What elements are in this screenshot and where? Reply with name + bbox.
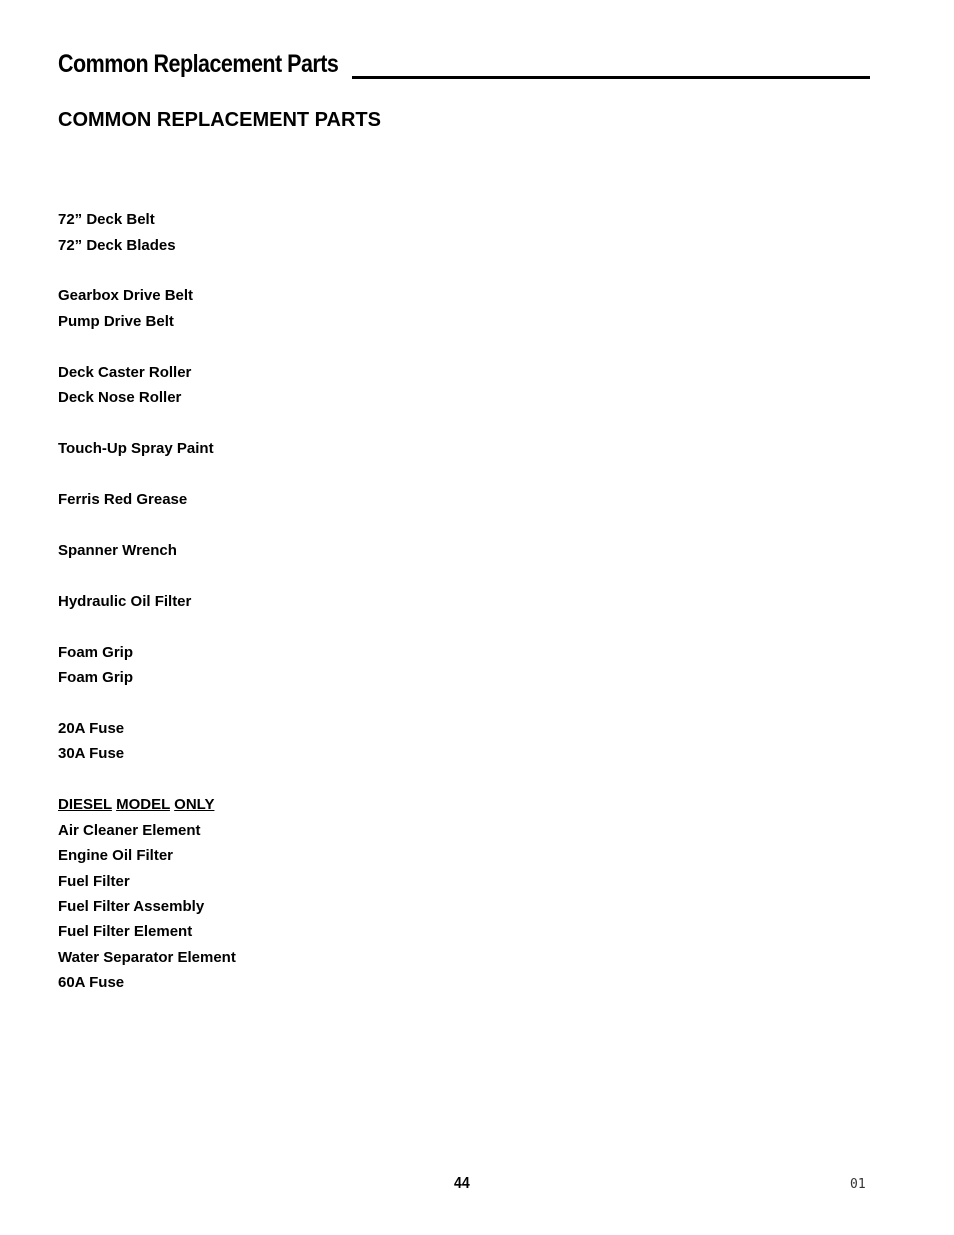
- part-engine-oil-filter: Engine Oil Filter: [58, 847, 174, 864]
- part-hydraulic-oil-filter: Hydraulic Oil Filter: [58, 593, 192, 610]
- part-spanner-wrench: Spanner Wrench: [58, 542, 177, 559]
- part-pump-drive-belt: Pump Drive Belt: [58, 313, 174, 330]
- part-gearbox-drive-belt: Gearbox Drive Belt: [58, 287, 194, 304]
- part-20a-fuse: 20A Fuse: [58, 720, 125, 737]
- part-water-separator-element: Water Separator Element: [58, 949, 236, 966]
- part-fuel-filter: Fuel Filter: [58, 873, 130, 890]
- part-60a-fuse: 60A Fuse: [58, 974, 125, 991]
- part-deck-belt: 72” Deck Belt: [58, 211, 155, 228]
- part-foam-grip: Foam Grip: [58, 669, 134, 686]
- page-header-title: Common Replacement Parts: [58, 50, 339, 78]
- part-fuel-filter-assembly: Fuel Filter Assembly: [58, 898, 205, 915]
- section-heading: COMMON REPLACEMENT PARTS: [58, 109, 381, 131]
- header-rule: [352, 76, 870, 79]
- part-touch-up-spray-paint: Touch-Up Spray Paint: [58, 440, 214, 457]
- part-fuel-filter-element: Fuel Filter Element: [58, 923, 193, 940]
- diesel-heading-word: ONLY: [174, 796, 215, 813]
- diesel-heading-word: MODEL: [116, 796, 170, 813]
- part-air-cleaner-element: Air Cleaner Element: [58, 822, 201, 839]
- part-deck-blades: 72” Deck Blades: [58, 237, 176, 254]
- page-number: 44: [454, 1175, 470, 1192]
- part-deck-caster-roller: Deck Caster Roller: [58, 364, 192, 381]
- part-ferris-red-grease: Ferris Red Grease: [58, 491, 188, 508]
- part-30a-fuse: 30A Fuse: [58, 745, 125, 762]
- diesel-heading-word: DIESEL: [58, 796, 112, 813]
- revision-code: 01: [850, 1177, 866, 1192]
- part-deck-nose-roller: Deck Nose Roller: [58, 389, 182, 406]
- part-foam-grip: Foam Grip: [58, 644, 134, 661]
- diesel-model-only-heading: [58, 796, 214, 813]
